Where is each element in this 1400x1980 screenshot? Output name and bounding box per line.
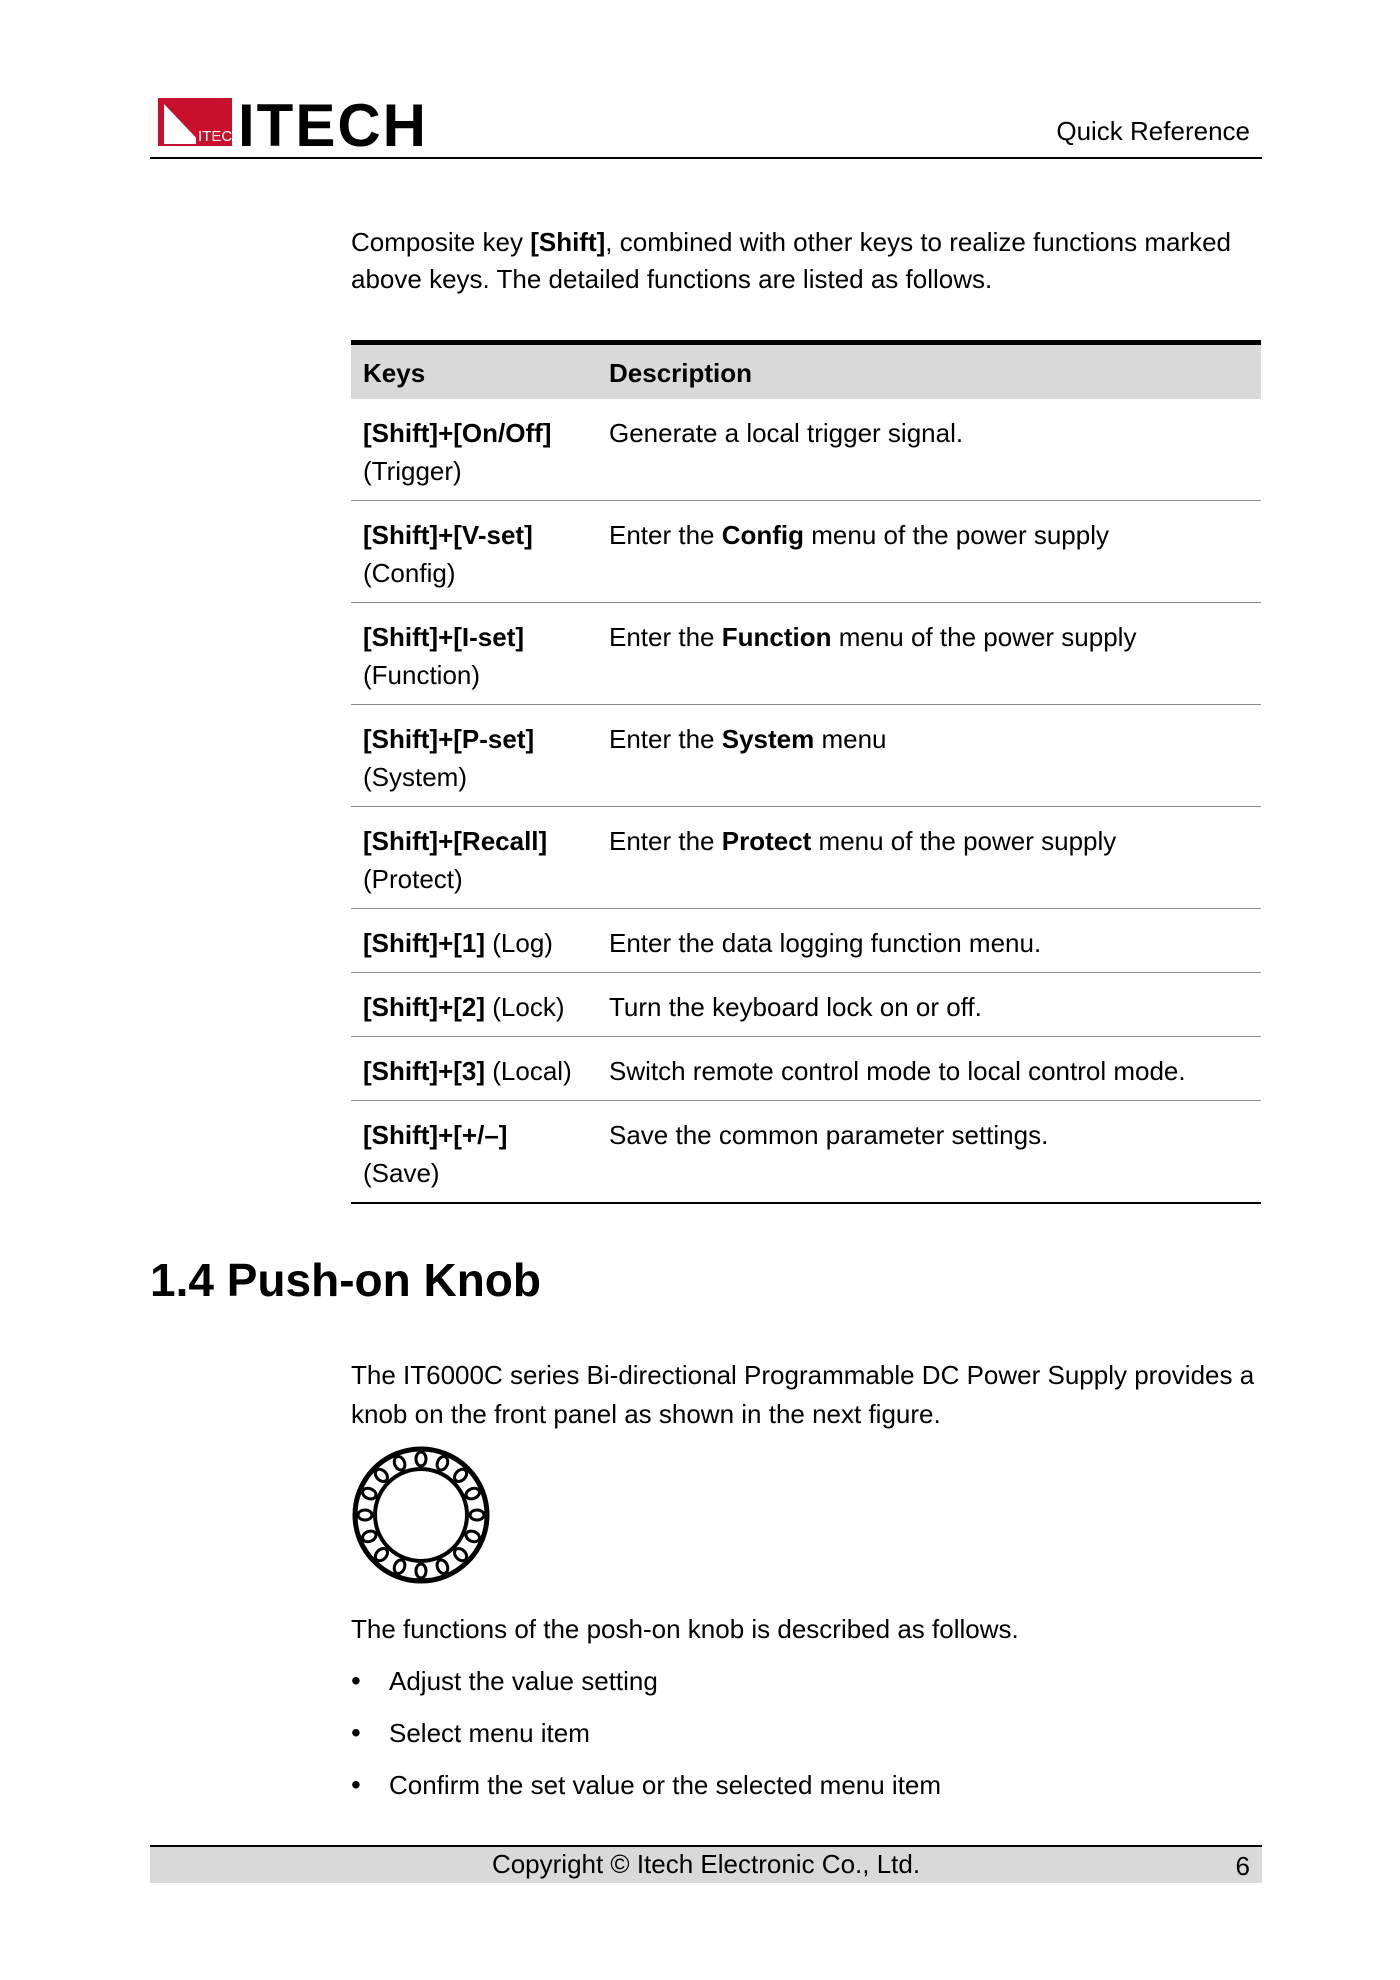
key-cell	[351, 705, 597, 807]
knob-grip-notch	[452, 1546, 469, 1563]
table-header-row	[351, 343, 1261, 400]
key-combo: [Shift]+[2]	[363, 992, 486, 1022]
key-cell	[351, 909, 597, 973]
menu-name: Config	[721, 520, 805, 550]
knob-grip-notch	[373, 1467, 390, 1484]
key-function: (Config)	[363, 558, 456, 588]
knob-functions-list	[351, 1665, 941, 1821]
page-footer	[150, 1845, 1262, 1883]
table-row	[351, 1101, 1261, 1204]
table-row	[351, 909, 1261, 973]
key-combo: [Shift]+[V-set]	[363, 520, 533, 550]
key-function: (Trigger)	[363, 456, 462, 486]
key-combo: [Shift]+[3]	[363, 1056, 486, 1086]
table-row	[351, 973, 1261, 1037]
knob-grip-notch	[435, 1558, 450, 1575]
key-combo: [Shift]+[I-set]	[363, 622, 525, 652]
knob-grip-notch	[464, 1486, 481, 1501]
table-row	[351, 501, 1261, 603]
knob-grip-notch	[358, 1510, 372, 1520]
key-cell	[351, 399, 597, 501]
key-cell	[351, 1037, 597, 1101]
key-function: (Protect)	[363, 864, 463, 894]
shift-key-label: [Shift]	[530, 227, 606, 257]
knob-grip-notch	[470, 1510, 484, 1520]
key-combo: [Shift]+[P-set]	[363, 724, 535, 754]
table-row	[351, 603, 1261, 705]
knob-grip-notch	[452, 1467, 469, 1484]
description-cell: Enter the Config menu of the power supply	[597, 501, 1261, 603]
key-cell	[351, 973, 597, 1037]
knob-description-paragraph: The IT6000C series Bi-directional Programmable DC Power Supply provides a knob on the front panel as shown in the next figure.	[351, 1360, 1255, 1429]
description-cell: Save the common parameter settings.	[597, 1101, 1261, 1204]
key-function: (Local)	[485, 1056, 572, 1086]
key-combo: [Shift]+[Recall]	[363, 826, 548, 856]
section-title: 1.4 Push-on Knob	[150, 1254, 541, 1306]
key-cell	[351, 501, 597, 603]
description-cell: Enter the Function menu of the power supply	[597, 603, 1261, 705]
description-cell: Generate a local trigger signal.	[597, 399, 1261, 501]
key-combo: [Shift]+[+/–]	[363, 1120, 508, 1150]
description-cell: Enter the Protect menu of the power supply	[597, 807, 1261, 909]
column-header-keys: Keys	[351, 343, 597, 400]
push-on-knob-icon	[352, 1446, 490, 1584]
svg-text:ITECH: ITECH	[198, 128, 243, 145]
key-function: (System)	[363, 762, 467, 792]
header-section-label: Quick Reference	[1056, 116, 1250, 146]
key-combo: [Shift]+[1]	[363, 928, 486, 958]
knob-grip-notch	[392, 1455, 407, 1472]
table-row	[351, 399, 1261, 501]
knob-grip-notch	[361, 1486, 378, 1501]
column-header-description: Description	[597, 343, 1261, 400]
knob-grip-notch	[392, 1558, 407, 1575]
itech-logo	[158, 94, 448, 150]
copyright-text: Copyright © Itech Electronic Co., Ltd.	[491, 1849, 921, 1879]
knob-grip-notch	[435, 1455, 450, 1472]
list-item: • Select menu item	[351, 1717, 941, 1769]
shift-keys-table	[351, 340, 1261, 1204]
key-function: (Lock)	[485, 992, 565, 1022]
table-row	[351, 705, 1261, 807]
key-cell	[351, 603, 597, 705]
description-cell: Switch remote control mode to local control mode.	[597, 1037, 1261, 1101]
knob-grip-notch	[416, 1452, 426, 1466]
description-cell: Enter the data logging function menu.	[597, 909, 1261, 973]
menu-name: Function	[721, 622, 832, 652]
menu-name: Protect	[721, 826, 812, 856]
menu-name: System	[721, 724, 815, 754]
knob-grip-notch	[416, 1564, 426, 1578]
key-cell	[351, 807, 597, 909]
key-function: (Function)	[363, 660, 481, 690]
list-item: • Adjust the value setting	[351, 1665, 941, 1717]
knob-grip-notch	[373, 1546, 390, 1563]
key-function: (Save)	[363, 1158, 440, 1188]
table-row	[351, 1037, 1261, 1101]
knob-functions-intro: The functions of the posh-on knob is described as follows.	[351, 1614, 1019, 1644]
knob-grip-notch	[361, 1529, 378, 1544]
description-cell: Enter the System menu	[597, 705, 1261, 807]
list-item: • Confirm the set value or the selected menu item	[351, 1769, 941, 1821]
svg-text:ITECH: ITECH	[238, 94, 428, 150]
key-cell	[351, 1101, 597, 1204]
page-number: 6	[1235, 1851, 1250, 1881]
knob-grip-notch	[464, 1529, 481, 1544]
page-header	[150, 92, 1262, 159]
key-combo: [Shift]+[On/Off]	[363, 418, 552, 448]
key-function: (Log)	[485, 928, 553, 958]
table-row	[351, 807, 1261, 909]
intro-paragraph: Composite key [Shift], combined with other keys to realize functions marked above keys. The detailed functions are listed as follows.	[351, 227, 1232, 294]
description-cell: Turn the keyboard lock on or off.	[597, 973, 1261, 1037]
